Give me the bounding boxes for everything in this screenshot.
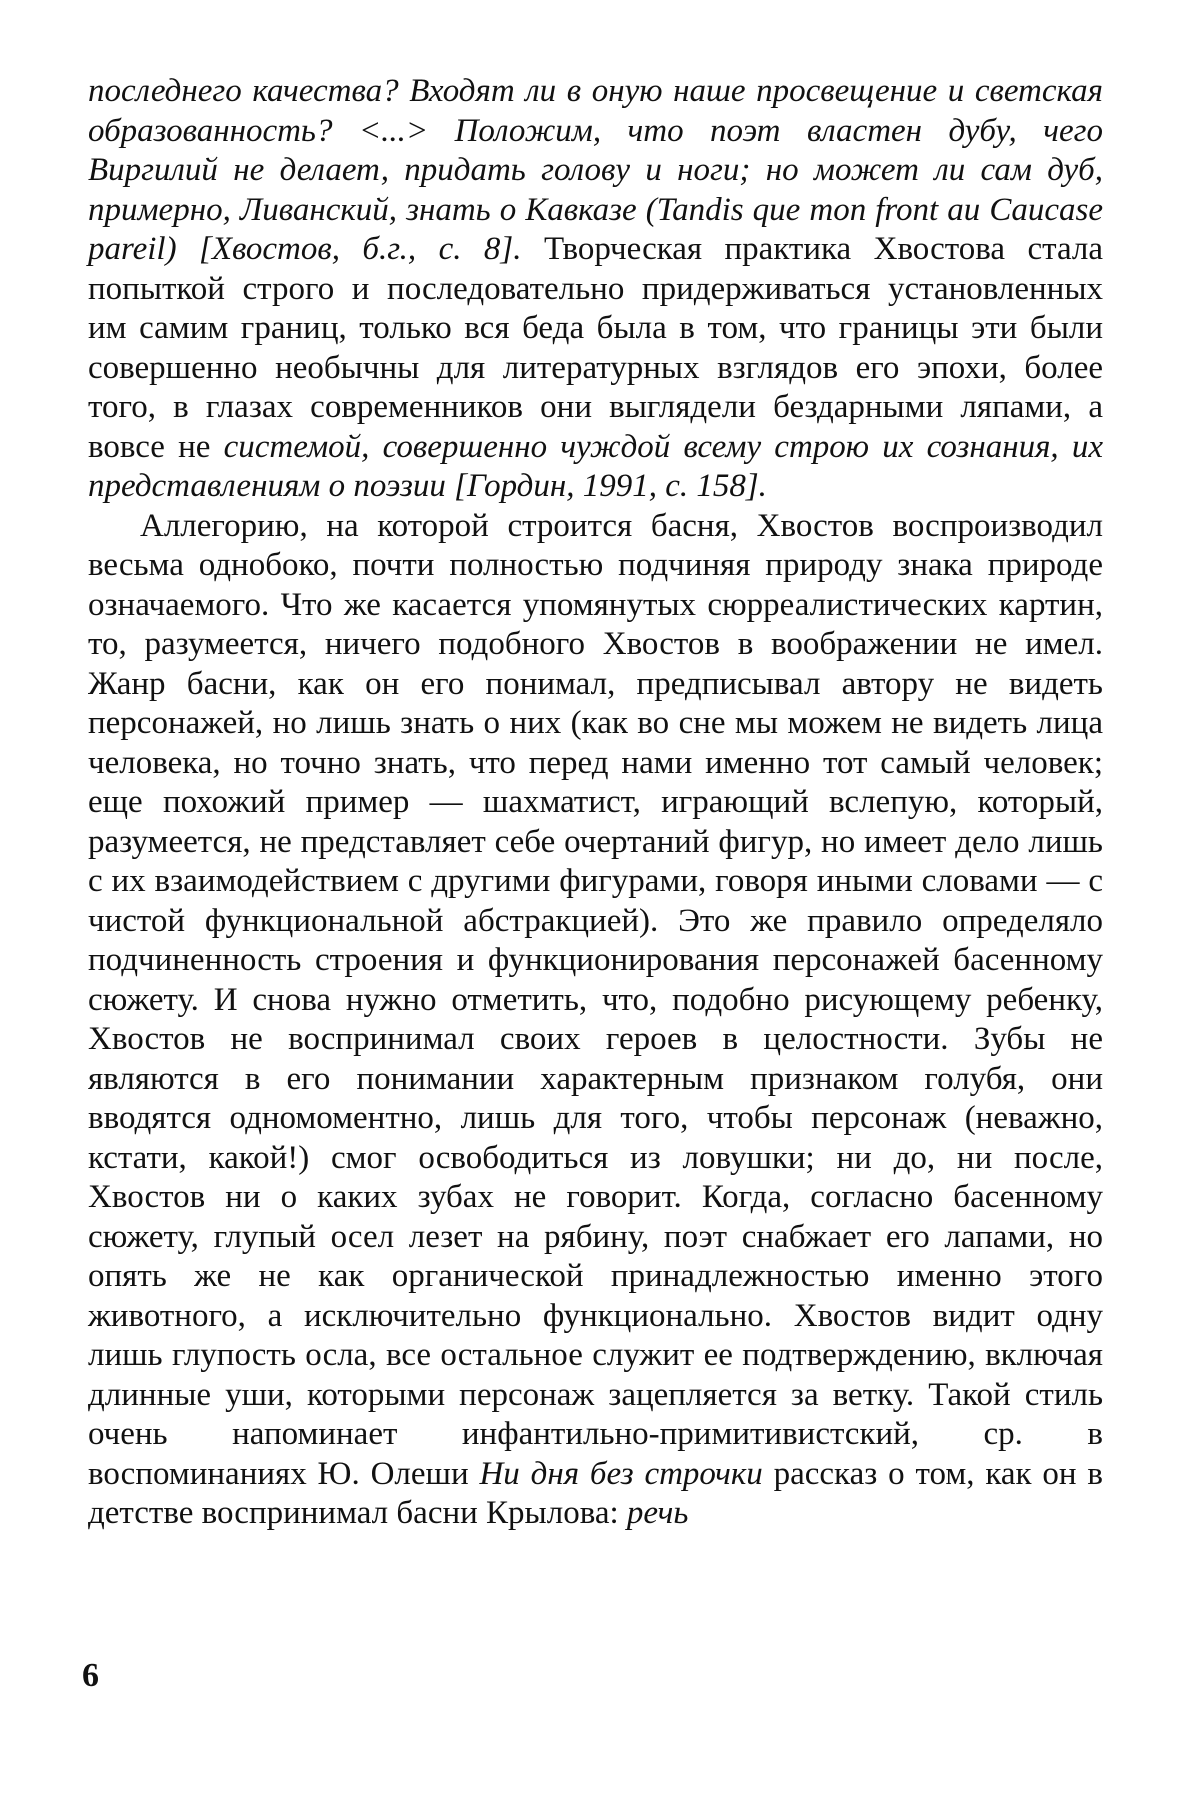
quote-khvostov: последнего качества? Входят ли в оную наше просвещение и светская образованность? <...> Положим, что поэт властен дубу, чего Виргилий не делает, придать голову и ноги; но может ли сам дуб, примерно, Ливанский, знать о Кавказе (Tandis que mon front au Caucase pareil) [Хвостов, б.г., с. 8].: [88, 73, 1103, 267]
page-number: 6: [82, 1657, 99, 1694]
quote-start: речь: [626, 1495, 689, 1531]
book-title: Ни дня без строчки: [479, 1455, 763, 1492]
quote-gordin: системой, совершенно чуждой всему строю их сознания, их представлениям о поэзии [Гордин, 1991, с. 158].: [88, 428, 1103, 504]
body-text: Творческая практика Хвостова стала попыткой строго и последовательно придерживаться установленных им самим границ, только вся беда была в том, что границы эти были совершенно необычны для литературных взглядов его эпохи, более того, в глазах современников они выглядели бездарными ляпами, а вовсе не: [88, 231, 1103, 465]
paragraph-1: [88, 72, 1103, 507]
body-text: рассказ о том, как он в детстве воспринимал басни Крылова:: [88, 1455, 1103, 1531]
paragraph-2: [88, 507, 1103, 1534]
body-text: Аллегорию, на которой строится басня, Хвостов воспроизводил весьма однобоко, почти полностью подчиняя природу знака природе означаемого. Что же касается упомянутых сюрреалистических картин, то, разумеется, ничего подобного Хвостов в воображении не имел. Жанр басни, как он его понимал, предписывал автору не видеть персонажей, но лишь знать о них (как во сне мы можем не видеть лица человека, но точно знать, что перед нами именно тот самый человек; еще похожий пример — шахматист, играющий вслепую, который, разумеется, не представляет себе очертаний фигур, но имеет дело лишь с их взаимодействием с другими фигурами, говоря иными словами — с чистой функциональной абстракцией). Это же правило определяло подчиненность строения и функционирования персонажей басенному сюжету. И снова нужно отметить, что, подобно рисующему ребенку, Хвостов не воспринимал своих героев в целостности. Зубы не являются в его понимании характерным признаком голубя, они вводятся одномоментно, лишь для того, чтобы персонаж (неважно, кстати, какой!) смог освободиться из ловушки; ни до, ни после, Хвостов ни о каких зубах не говорит. Когда, согласно басенному сюжету, глупый осел лезет на рябину, поэт снабжает его лапами, но опять же не как органической принадлежностью именно этого животного, а исключительно функционально. Хвостов видит одну лишь глупость осла, все остальное служит ее подтверждению, включая длинные уши, которыми персонаж зацепляется за ветку. Такой стиль очень напоминает инфантильно-примитивистский, ср. в воспоминаниях Ю. Олеши: [88, 507, 1103, 1492]
page-body: [88, 72, 1103, 1534]
